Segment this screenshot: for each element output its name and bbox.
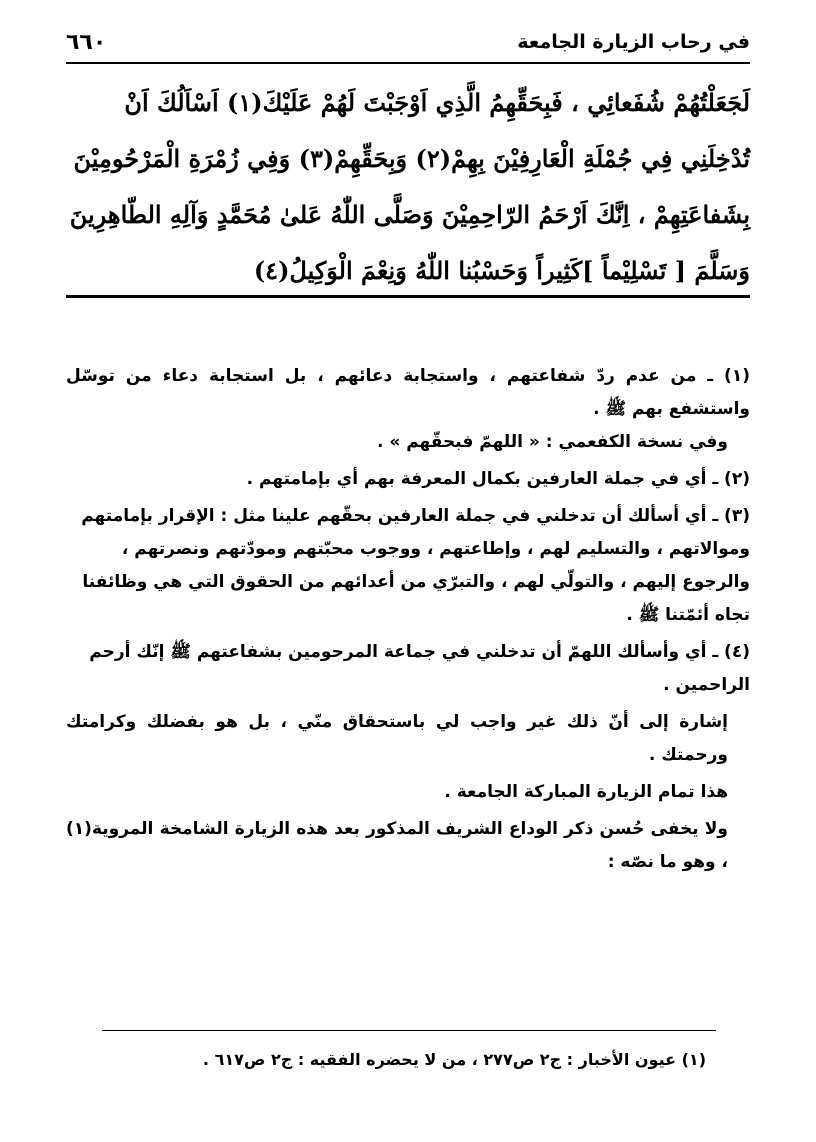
supplication-line: تُدْخِلَنِي فِي جُمْلَةِ الْعَارِفِيْنَ بِهِمْ(٢) وَبِحَقِّهِمْ(٣) وَفِي زُمْرَةِ الْمَرْحُومِيْنَ: [73, 144, 750, 173]
page-number: ٦٦٠: [66, 29, 107, 55]
note-1: [66, 360, 750, 459]
note-line: وموالاتهم ، والتسليم لهم ، وإطاعتهم ، ووجوب محبّتهم ومودّتهم ونصرتهم ،: [121, 539, 750, 559]
footnote-divider: [102, 1030, 716, 1031]
supplication-text: [66, 75, 750, 299]
note-line: تجاه أئمّتنا ﷺ .: [626, 605, 750, 625]
supplication-line: وَسَلَّمَ [ تَسْلِيْماً ]كَثِيراً وَحَسْبُنا اللّٰهُ وَنِعْمَ الْوَكِيلُ(٤): [253, 256, 750, 285]
note-3: [66, 500, 750, 632]
paragraph: هذا تمام الزيارة المباركة الجامعة .: [444, 782, 728, 802]
section-divider: [66, 295, 750, 298]
page-header: [66, 22, 750, 64]
note-line: وفي نسخة الكفعمي : « اللهمّ فبحقّهم » .: [376, 432, 728, 452]
note-line: (٣) ـ أي أسألك أن تدخلني في جملة العارفين بحقّهم علينا مثل : الإقرار بإمامتهم: [81, 506, 750, 526]
supplication-line: بِشَفاعَتِهِمْ ، اِنَّكَ اَرْحَمُ الرّاحِمِيْنَ وَصَلَّى اللّٰهُ عَلىٰ مُحَمَّدٍ وَآلِهِ الطّاهِرِينَ: [69, 200, 750, 229]
running-title: في رحاب الزيارة الجامعة: [517, 31, 750, 53]
note-line: والرجوع إليهم ، والتولّي لهم ، والتبرّي من أعدائهم من الحقوق التي هي وظائفنا: [82, 572, 750, 592]
commentary-notes: [66, 360, 750, 883]
footnote: (١) عيون الأخبار : ج٢ ص٢٧٧ ، من لا يحضره الفقيه : ج٢ ص٦١٧ .: [202, 1050, 706, 1069]
paragraph: إشارة إلى أنّ ذلك غير واجب لي باستحقاق منّي ، بل هو بفضلك وكرامتك ورحمتك .: [66, 712, 728, 765]
supplication-line: لَجَعَلْتُهُمْ شُفَعائِي ، فَبِحَقِّهِمُ الَّذِي اَوْجَبْتَ لَهُمْ عَلَيْكَ(١) اَسْاَلُكَ اَنْ: [124, 88, 750, 117]
note-4: [66, 636, 750, 702]
note-line: (٤) ـ أي وأسألك اللهمّ أن تدخلني في جماعة المرحومين بشفاعتهم ﷺ إنّك أرحم: [89, 642, 750, 662]
note-line: (٢) ـ أي في جملة العارفين بكمال المعرفة بهم أي بإمامتهم .: [246, 469, 750, 489]
note-line: (١) ـ من عدم ردّ شفاعتهم ، واستجابة دعائهم ، بل استجابة دعاء من توسّل واستشفع بهم ﷺ .: [66, 366, 750, 419]
note-2: [66, 463, 750, 496]
note-line: الراحمين .: [663, 675, 750, 695]
paragraph: ولا يخفى حُسن ذكر الوداع الشريف المذكور بعد هذه الزيارة الشامخة المروية(١) ، وهو ما نصّه :: [66, 819, 728, 872]
